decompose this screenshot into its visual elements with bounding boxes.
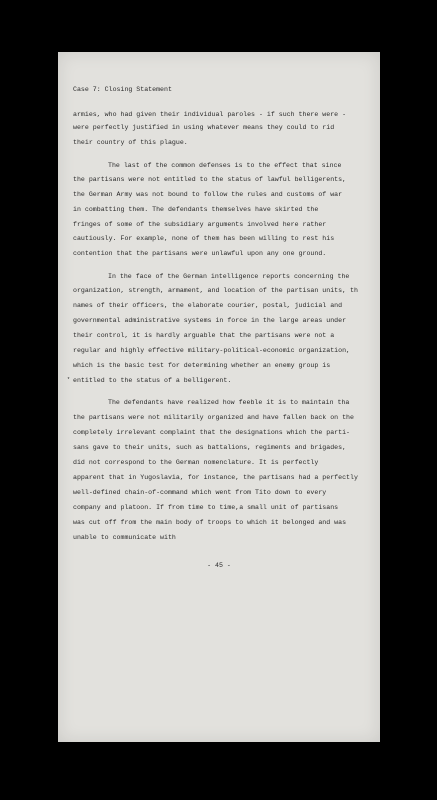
margin-mark: * xyxy=(67,377,71,383)
text-line: governmental administrative systems in force in the large areas under xyxy=(73,317,347,324)
text-line: the German Army was not bound to follow the rules and customs of war xyxy=(73,191,343,198)
text-line: sans gave to their units, such as battalions, regiments and brigades, xyxy=(73,444,347,451)
text-line: in combatting them. The defendants themselves have skirted the xyxy=(73,206,319,213)
text-line: apparent that in Yugoslavia, for instance, the partisans had a perfectly xyxy=(73,474,358,481)
text-line: contention that the partisans were unlawful upon any one ground. xyxy=(73,250,327,257)
document-page xyxy=(58,52,380,742)
text-line: which is the basic test for determining whether an enemy group is xyxy=(73,362,331,369)
text-line: their country of this plague. xyxy=(73,139,188,146)
text-line: regular and highly effective military-political-economic organization, xyxy=(73,347,350,354)
text-line: fringes of some of the subsidiary arguments involved here rather xyxy=(73,221,327,228)
text-line: organization, strength, armament, and location of the partisan units, th xyxy=(73,287,358,294)
text-line: their control, it is hardly arguable that the partisans were not a xyxy=(73,332,335,339)
text-line: unable to communicate with xyxy=(73,534,176,541)
text-line: The last of the common defenses is to the effect that since xyxy=(108,162,342,169)
text-line: was cut off from the main body of troops to which it belonged and was xyxy=(73,519,347,526)
text-line: names of their officers, the elaborate courier, postal, judicial and xyxy=(73,302,343,309)
text-line: entitled to the status of a belligerent. xyxy=(73,377,232,384)
text-line: completely irrelevant complaint that the designations which the parti- xyxy=(73,429,350,436)
text-line: cautiously. For example, none of them has been willing to rest his xyxy=(73,235,335,242)
text-line: The defendants have realized how feeble it is to maintain tha xyxy=(108,399,350,406)
text-line: well-defined chain-of-command which went from Tito down to every xyxy=(73,489,327,496)
page-number: - 45 - xyxy=(207,562,231,569)
text-line: were perfectly justified in using whatever means they could to rid xyxy=(73,124,335,131)
text-line: armies, who had given their individual paroles - if such there were - xyxy=(73,111,347,118)
text-line: the partisans were not militarily organized and have fallen back on the xyxy=(73,414,354,421)
text-line: In the face of the German intelligence reports concerning the xyxy=(108,273,350,280)
text-line: did not correspond to the German nomenclature. It is perfectly xyxy=(73,459,319,466)
text-line: the partisans were not entitled to the status of lawful belligerents, xyxy=(73,176,347,183)
text-line: company and platoon. If from time to time,a small unit of partisans xyxy=(73,504,339,511)
document-heading: Case 7: Closing Statement xyxy=(73,86,172,93)
